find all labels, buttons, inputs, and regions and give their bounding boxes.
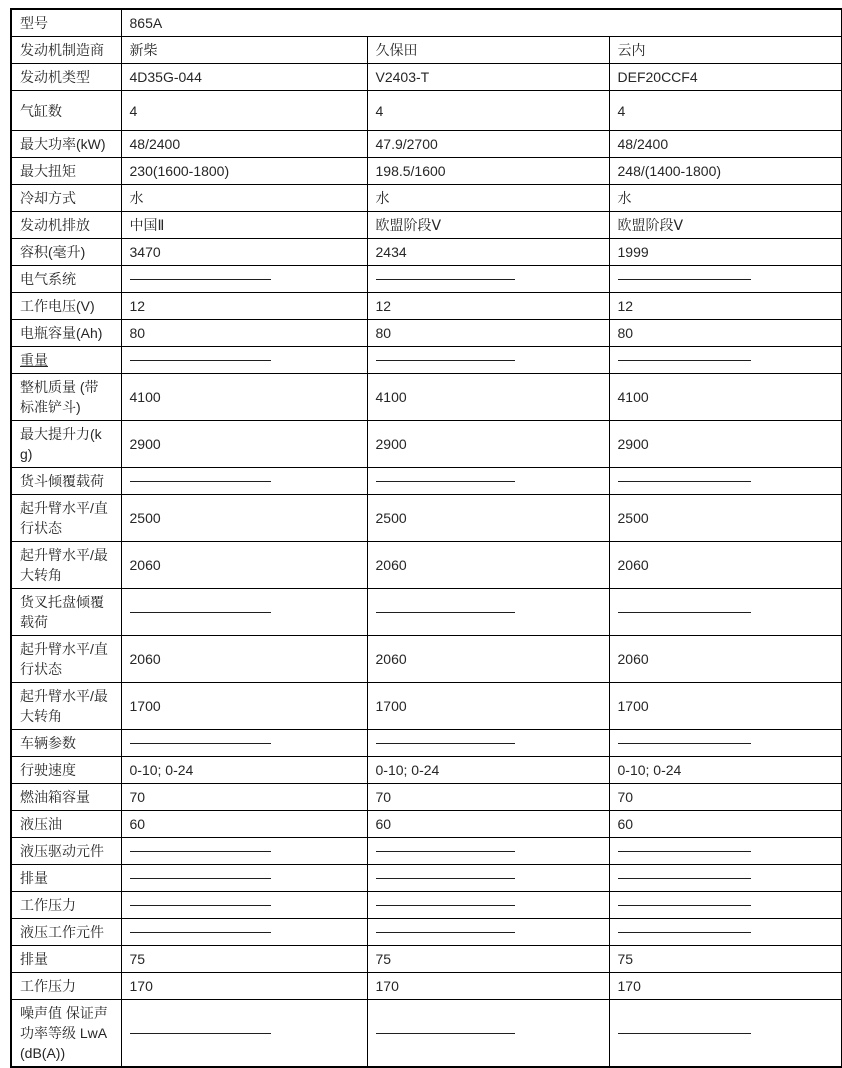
- spec-value: 2900: [609, 421, 842, 468]
- empty-value-cell: [121, 919, 367, 946]
- spec-row: [11, 811, 842, 838]
- spec-value: 欧盟阶段Ⅴ: [609, 212, 842, 239]
- spec-row: [11, 946, 842, 973]
- empty-value-cell: [367, 1000, 609, 1068]
- spec-value: 0-10; 0-24: [121, 757, 367, 784]
- spec-row: [11, 347, 842, 374]
- spec-value: 4: [367, 91, 609, 131]
- empty-value-cell: [367, 468, 609, 495]
- spec-value: 2060: [367, 542, 609, 589]
- row-label: 电瓶容量(Ah): [11, 320, 121, 347]
- empty-value-cell: [609, 865, 842, 892]
- empty-value-cell: [367, 838, 609, 865]
- row-label: 容积(毫升): [11, 239, 121, 266]
- row-label: 最大扭矩: [11, 158, 121, 185]
- spec-value: 70: [609, 784, 842, 811]
- row-label: 噪声值 保证声功率等级 LwA(dB(A)): [11, 1000, 121, 1068]
- spec-row: [11, 542, 842, 589]
- row-label: 行驶速度: [11, 757, 121, 784]
- spec-value: 1700: [609, 683, 842, 730]
- spec-row: [11, 919, 842, 946]
- spec-row: [11, 757, 842, 784]
- empty-value-line: [376, 932, 516, 933]
- row-label: 燃油箱容量: [11, 784, 121, 811]
- spec-value: 1999: [609, 239, 842, 266]
- empty-value-cell: [121, 1000, 367, 1068]
- row-label: 气缸数: [11, 91, 121, 131]
- empty-value-cell: [609, 892, 842, 919]
- spec-row: [11, 266, 842, 293]
- empty-value-line: [376, 612, 516, 613]
- empty-value-cell: [609, 589, 842, 636]
- spec-row: [11, 131, 842, 158]
- row-label: 工作压力: [11, 973, 121, 1000]
- row-label: 液压工作元件: [11, 919, 121, 946]
- empty-value-line: [376, 905, 516, 906]
- spec-row: [11, 683, 842, 730]
- empty-value-line: [376, 360, 516, 361]
- row-label: 车辆参数: [11, 730, 121, 757]
- spec-value: 2060: [609, 636, 842, 683]
- spec-row: [11, 468, 842, 495]
- spec-value: 170: [367, 973, 609, 1000]
- empty-value-line: [130, 1033, 272, 1034]
- header-row: [11, 9, 842, 37]
- spec-value: V2403-T: [367, 64, 609, 91]
- model-header-value: 865A: [121, 9, 842, 37]
- spec-value: 云内: [609, 37, 842, 64]
- empty-value-cell: [609, 838, 842, 865]
- spec-value: 170: [121, 973, 367, 1000]
- spec-value: 75: [121, 946, 367, 973]
- spec-value: 60: [609, 811, 842, 838]
- empty-value-line: [376, 279, 516, 280]
- row-label: 电气系统: [11, 266, 121, 293]
- spec-row: [11, 374, 842, 421]
- spec-value: 75: [367, 946, 609, 973]
- row-label: 起升臂水平/直行状态: [11, 636, 121, 683]
- empty-value-line: [376, 743, 516, 744]
- empty-value-cell: [609, 347, 842, 374]
- spec-value: 48/2400: [121, 131, 367, 158]
- spec-value: 12: [121, 293, 367, 320]
- spec-value: 248/(1400-1800): [609, 158, 842, 185]
- spec-value: 2500: [367, 495, 609, 542]
- spec-row: [11, 495, 842, 542]
- empty-value-line: [130, 743, 272, 744]
- spec-row: [11, 320, 842, 347]
- spec-value: 12: [367, 293, 609, 320]
- spec-value: 12: [609, 293, 842, 320]
- row-label: 最大提升力(kg): [11, 421, 121, 468]
- empty-value-cell: [367, 589, 609, 636]
- row-label: 发动机类型: [11, 64, 121, 91]
- spec-value: 230(1600-1800): [121, 158, 367, 185]
- spec-value: 80: [367, 320, 609, 347]
- empty-value-cell: [367, 347, 609, 374]
- spec-value: 2060: [609, 542, 842, 589]
- empty-value-cell: [121, 266, 367, 293]
- row-label: 整机质量 (带标准铲斗): [11, 374, 121, 421]
- empty-value-cell: [609, 919, 842, 946]
- spec-table: [10, 8, 842, 1068]
- spec-row: [11, 730, 842, 757]
- empty-value-cell: [121, 865, 367, 892]
- model-header-label: 型号: [11, 9, 121, 37]
- spec-row: [11, 865, 842, 892]
- spec-value: 水: [367, 185, 609, 212]
- row-label: 货斗倾覆载荷: [11, 468, 121, 495]
- spec-value: 75: [609, 946, 842, 973]
- empty-value-line: [618, 851, 752, 852]
- empty-value-line: [130, 851, 272, 852]
- empty-value-cell: [121, 589, 367, 636]
- spec-value: 2434: [367, 239, 609, 266]
- spec-value: 80: [609, 320, 842, 347]
- empty-value-line: [618, 878, 752, 879]
- spec-value: 0-10; 0-24: [609, 757, 842, 784]
- empty-value-line: [130, 932, 272, 933]
- spec-row: [11, 239, 842, 266]
- spec-value: 170: [609, 973, 842, 1000]
- empty-value-line: [618, 612, 752, 613]
- row-label: 液压驱动元件: [11, 838, 121, 865]
- spec-value: 4100: [121, 374, 367, 421]
- empty-value-cell: [367, 865, 609, 892]
- spec-value: 2060: [367, 636, 609, 683]
- empty-value-line: [130, 481, 272, 482]
- row-label: 排量: [11, 865, 121, 892]
- spec-value: 70: [121, 784, 367, 811]
- empty-value-line: [130, 279, 272, 280]
- spec-value: 新柴: [121, 37, 367, 64]
- empty-value-line: [376, 1033, 516, 1034]
- spec-row: [11, 973, 842, 1000]
- spec-value: 198.5/1600: [367, 158, 609, 185]
- spec-value: 水: [121, 185, 367, 212]
- spec-row: [11, 37, 842, 64]
- spec-value: 70: [367, 784, 609, 811]
- spec-value: 1700: [121, 683, 367, 730]
- row-label: 起升臂水平/直行状态: [11, 495, 121, 542]
- row-label: 液压油: [11, 811, 121, 838]
- spec-value: 久保田: [367, 37, 609, 64]
- empty-value-line: [376, 481, 516, 482]
- spec-value: 中国Ⅱ: [121, 212, 367, 239]
- empty-value-line: [618, 932, 752, 933]
- spec-row: [11, 838, 842, 865]
- row-label: 冷却方式: [11, 185, 121, 212]
- spec-value: DEF20CCF4: [609, 64, 842, 91]
- spec-row: [11, 784, 842, 811]
- empty-value-cell: [609, 266, 842, 293]
- spec-value: 47.9/2700: [367, 131, 609, 158]
- row-label: 最大功率(kW): [11, 131, 121, 158]
- empty-value-line: [618, 279, 752, 280]
- spec-value: 48/2400: [609, 131, 842, 158]
- empty-value-line: [376, 878, 516, 879]
- spec-value: 80: [121, 320, 367, 347]
- spec-row: [11, 636, 842, 683]
- spec-row: [11, 64, 842, 91]
- row-label: 重量: [11, 347, 121, 374]
- row-label: 起升臂水平/最大转角: [11, 683, 121, 730]
- spec-value: 4100: [367, 374, 609, 421]
- spec-value: 2060: [121, 636, 367, 683]
- spec-row: [11, 212, 842, 239]
- empty-value-line: [618, 1033, 752, 1034]
- empty-value-line: [618, 481, 752, 482]
- empty-value-cell: [609, 1000, 842, 1068]
- spec-value: 2900: [367, 421, 609, 468]
- empty-value-cell: [121, 468, 367, 495]
- spec-row: [11, 1000, 842, 1068]
- empty-value-line: [618, 360, 752, 361]
- spec-value: 60: [121, 811, 367, 838]
- empty-value-line: [376, 851, 516, 852]
- empty-value-line: [130, 360, 272, 361]
- empty-value-line: [130, 612, 272, 613]
- row-label: 发动机排放: [11, 212, 121, 239]
- empty-value-cell: [367, 730, 609, 757]
- empty-value-cell: [121, 347, 367, 374]
- spec-value: 2060: [121, 542, 367, 589]
- spec-row: [11, 185, 842, 212]
- row-label: 起升臂水平/最大转角: [11, 542, 121, 589]
- spec-value: 2500: [121, 495, 367, 542]
- empty-value-line: [130, 905, 272, 906]
- spec-value: 4100: [609, 374, 842, 421]
- spec-value: 0-10; 0-24: [367, 757, 609, 784]
- spec-value: 60: [367, 811, 609, 838]
- spec-value: 3470: [121, 239, 367, 266]
- empty-value-cell: [121, 838, 367, 865]
- empty-value-line: [618, 743, 752, 744]
- spec-value: 水: [609, 185, 842, 212]
- spec-value: 4: [121, 91, 367, 131]
- empty-value-cell: [367, 919, 609, 946]
- row-label: 货叉托盘倾覆载荷: [11, 589, 121, 636]
- spec-value: 2500: [609, 495, 842, 542]
- row-label: 工作电压(V): [11, 293, 121, 320]
- spec-value: 2900: [121, 421, 367, 468]
- row-label: 排量: [11, 946, 121, 973]
- empty-value-line: [130, 878, 272, 879]
- spec-value: 4: [609, 91, 842, 131]
- spec-row: [11, 892, 842, 919]
- spec-value: 欧盟阶段Ⅴ: [367, 212, 609, 239]
- spec-row: [11, 589, 842, 636]
- empty-value-cell: [609, 730, 842, 757]
- empty-value-cell: [121, 892, 367, 919]
- empty-value-cell: [609, 468, 842, 495]
- empty-value-cell: [367, 892, 609, 919]
- spec-value: 1700: [367, 683, 609, 730]
- empty-value-cell: [121, 730, 367, 757]
- spec-row: [11, 91, 842, 131]
- spec-row: [11, 293, 842, 320]
- row-label: 工作压力: [11, 892, 121, 919]
- empty-value-cell: [367, 266, 609, 293]
- row-label: 发动机制造商: [11, 37, 121, 64]
- spec-value: 4D35G-044: [121, 64, 367, 91]
- spec-row: [11, 421, 842, 468]
- empty-value-line: [618, 905, 752, 906]
- spec-row: [11, 158, 842, 185]
